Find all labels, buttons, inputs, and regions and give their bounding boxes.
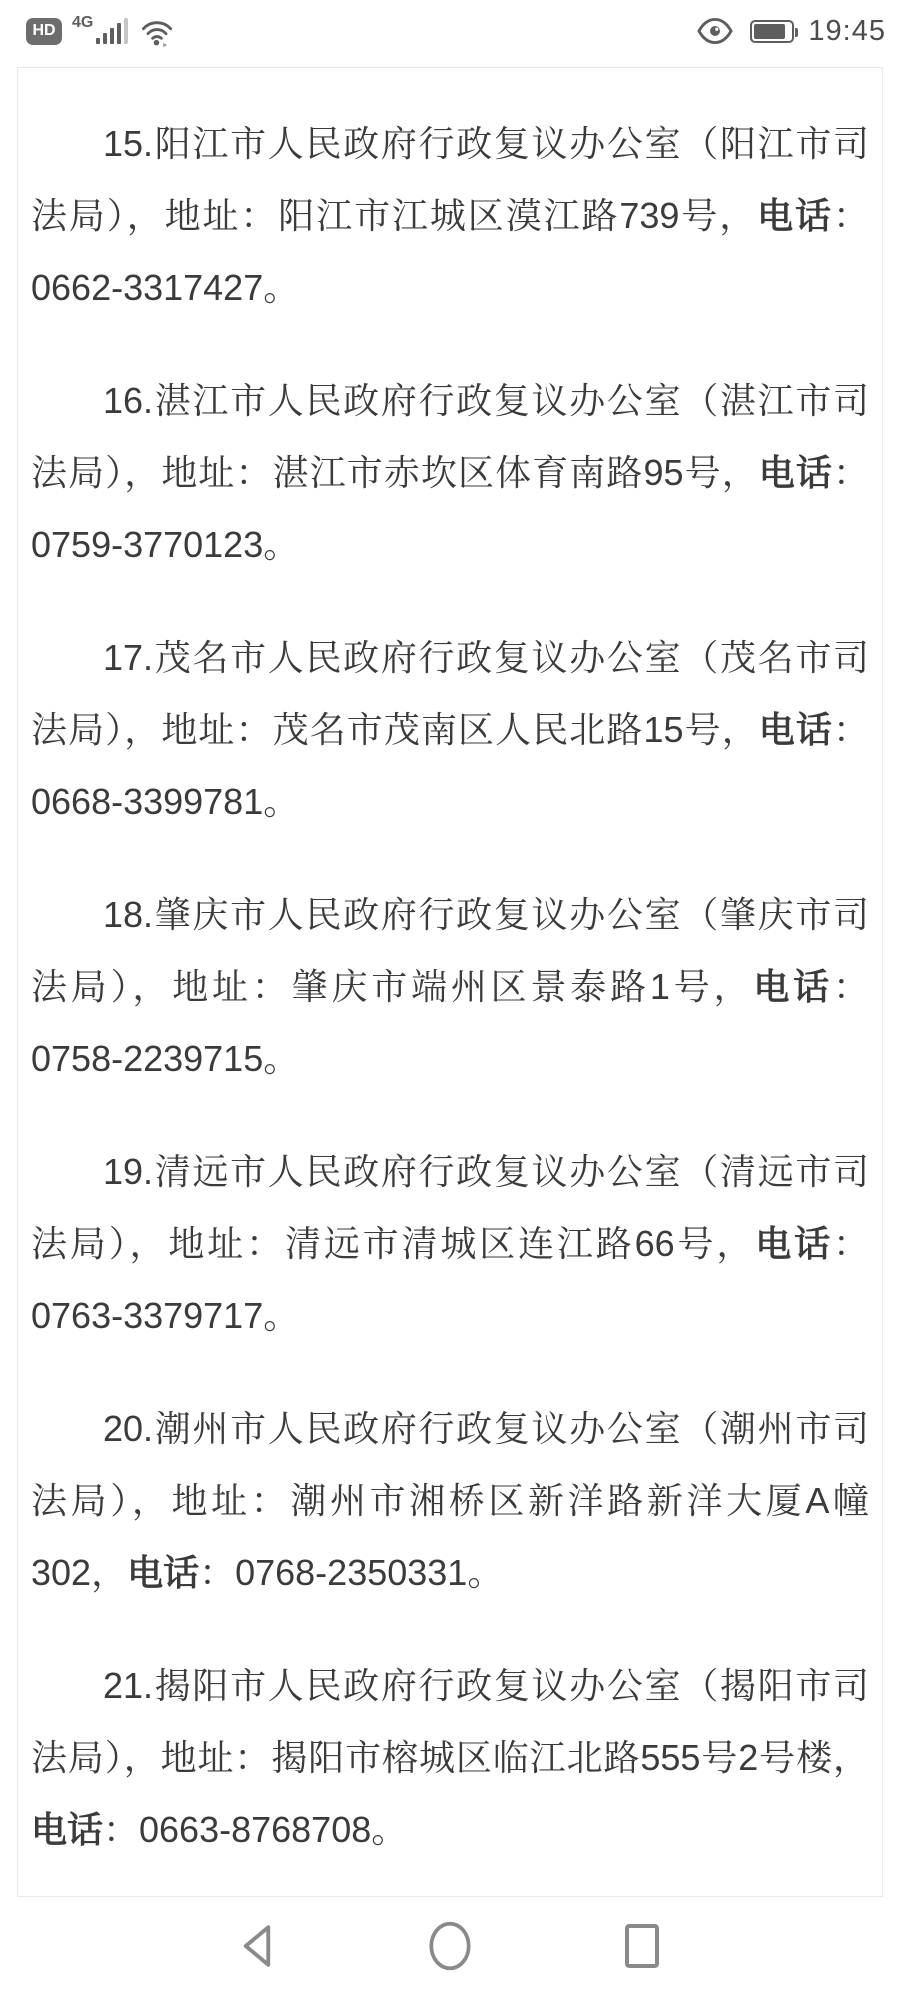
text-segment: 17.茂名市人民政府行政复议办公室（茂名市司法局），地址：茂名市茂南区人民北路15号， [31, 637, 869, 750]
phone-label-bold: 电话 [31, 1809, 104, 1850]
signal-bar [96, 38, 100, 44]
text-segment: ：0668-3399781。 [31, 709, 869, 822]
status-time: 19:45 [808, 14, 886, 47]
home-circle-icon [427, 1919, 473, 1973]
recents-button[interactable] [612, 1914, 672, 1978]
home-button[interactable] [420, 1914, 480, 1978]
status-bar-left [26, 14, 174, 48]
phone-label-bold: 电话 [758, 709, 833, 750]
phone-label-bold: 电话 [758, 452, 833, 493]
signal-strength-icon [96, 18, 131, 44]
hd-icon: HD [26, 18, 62, 45]
article-card [17, 67, 883, 1897]
article-paragraph [31, 1650, 869, 1866]
signal-bar [117, 23, 121, 44]
signal-bar [110, 28, 114, 44]
status-bar [0, 0, 900, 62]
phone-label-bold: 电话 [755, 1223, 833, 1264]
phone-label-bold: 电话 [753, 966, 833, 1007]
text-segment: 19.清远市人民政府行政复议办公室（清远市司法局），地址：清远市清城区连江路66号， [31, 1151, 869, 1264]
navigation-bar [0, 1900, 900, 2000]
back-button[interactable] [227, 1914, 287, 1978]
article-paragraph [31, 622, 869, 838]
text-segment: 15.阳江市人民政府行政复议办公室（阳江市司法局），地址：阳江市江城区漠江路739号， [31, 123, 869, 236]
status-bar-right [696, 15, 886, 48]
phone-label-bold: 电话 [127, 1552, 200, 1593]
text-segment: ：0763-3379717。 [31, 1223, 869, 1336]
article-paragraph [31, 108, 869, 324]
battery-nub [795, 28, 799, 37]
article-content[interactable] [18, 68, 882, 1896]
text-segment: 21.揭阳市人民政府行政复议办公室（揭阳市司法局），地址：揭阳市榕城区临江北路555号2号楼， [31, 1665, 869, 1778]
text-segment: ：0768-2350331。 [199, 1552, 504, 1593]
article-paragraph [31, 365, 869, 581]
article-paragraph [31, 879, 869, 1095]
recents-square-icon [622, 1921, 662, 1971]
network-type-label: 4G [72, 14, 94, 31]
text-segment: ：0758-2239715。 [31, 966, 869, 1079]
article-paragraph [31, 1393, 869, 1609]
back-triangle-icon [236, 1921, 278, 1971]
text-segment: 18.肇庆市人民政府行政复议办公室（肇庆市司法局），地址：肇庆市端州区景泰路1号， [31, 894, 869, 1007]
text-segment: 16.湛江市人民政府行政复议办公室（湛江市司法局），地址：湛江市赤坎区体育南路95号， [31, 380, 869, 493]
wifi-icon [140, 17, 174, 47]
text-segment: ：0663-8768708。 [103, 1809, 408, 1850]
signal-bar [124, 18, 128, 44]
text-segment: ：0662-3317427。 [31, 195, 869, 308]
battery-fill [754, 24, 784, 39]
battery-icon [750, 20, 794, 43]
text-segment: ：0759-3770123。 [31, 452, 869, 565]
signal-bar [103, 33, 107, 44]
text-segment: 20.潮州市人民政府行政复议办公室（潮州市司法局），地址：潮州市湘桥区新洋路新洋大厦A幢302， [31, 1408, 869, 1593]
phone-label-bold: 电话 [757, 195, 833, 236]
article-paragraph [31, 1136, 869, 1352]
eye-protection-icon [696, 17, 734, 45]
